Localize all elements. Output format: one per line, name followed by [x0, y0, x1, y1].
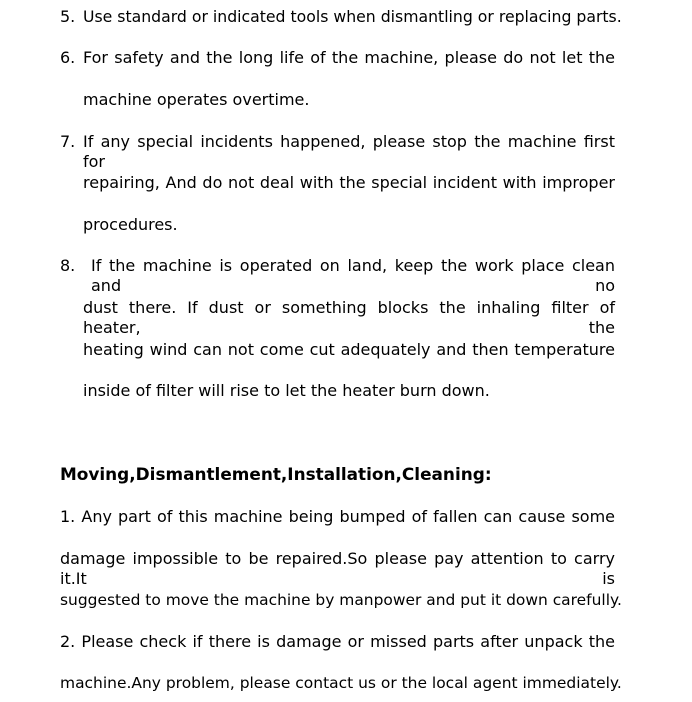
para-2-line-2: machine.Any problem, please contact us or the local agent immediately. — [60, 674, 622, 692]
para-1-line-3: suggested to move the machine by manpower and put it down carefully. — [60, 591, 622, 609]
para-2-line-1: 2. Please check if there is damage or missed parts after unpack the — [60, 632, 615, 651]
item-8-line-4: inside of filter will rise to let the heater burn down. — [83, 381, 490, 400]
para-1-line-1: 1. Any part of this machine being bumped of fallen can cause some — [60, 507, 615, 526]
section-heading: Moving,Dismantlement,Installation,Cleaning: — [60, 464, 492, 484]
item-5-line-1: Use standard or indicated tools when dismantling or replacing parts. — [83, 7, 622, 26]
item-8-line-3: heating wind can not come cut adequately and then temperature — [83, 340, 615, 359]
para-1-line-2: damage impossible to be repaired.So please pay attention to carry it.It is — [60, 549, 615, 588]
item-7-line-1: If any special incidents happened, please stop the machine first for — [83, 132, 615, 171]
item-7-line-2: repairing, And do not deal with the special incident with improper — [83, 173, 615, 192]
item-7-line-3: procedures. — [83, 215, 178, 234]
item-8-line-2: dust there. If dust or something blocks the inhaling filter of heater, the — [83, 298, 615, 337]
item-8-number: 8. — [60, 256, 76, 275]
item-5-number: 5. — [60, 7, 76, 26]
item-6-line-1: For safety and the long life of the machine, please do not let the — [83, 48, 615, 67]
item-8-line-1: If the machine is operated on land, keep the work place clean and no — [91, 256, 615, 295]
item-6-line-2: machine operates overtime. — [83, 90, 310, 109]
item-6-number: 6. — [60, 48, 76, 67]
item-7-number: 7. — [60, 132, 76, 151]
